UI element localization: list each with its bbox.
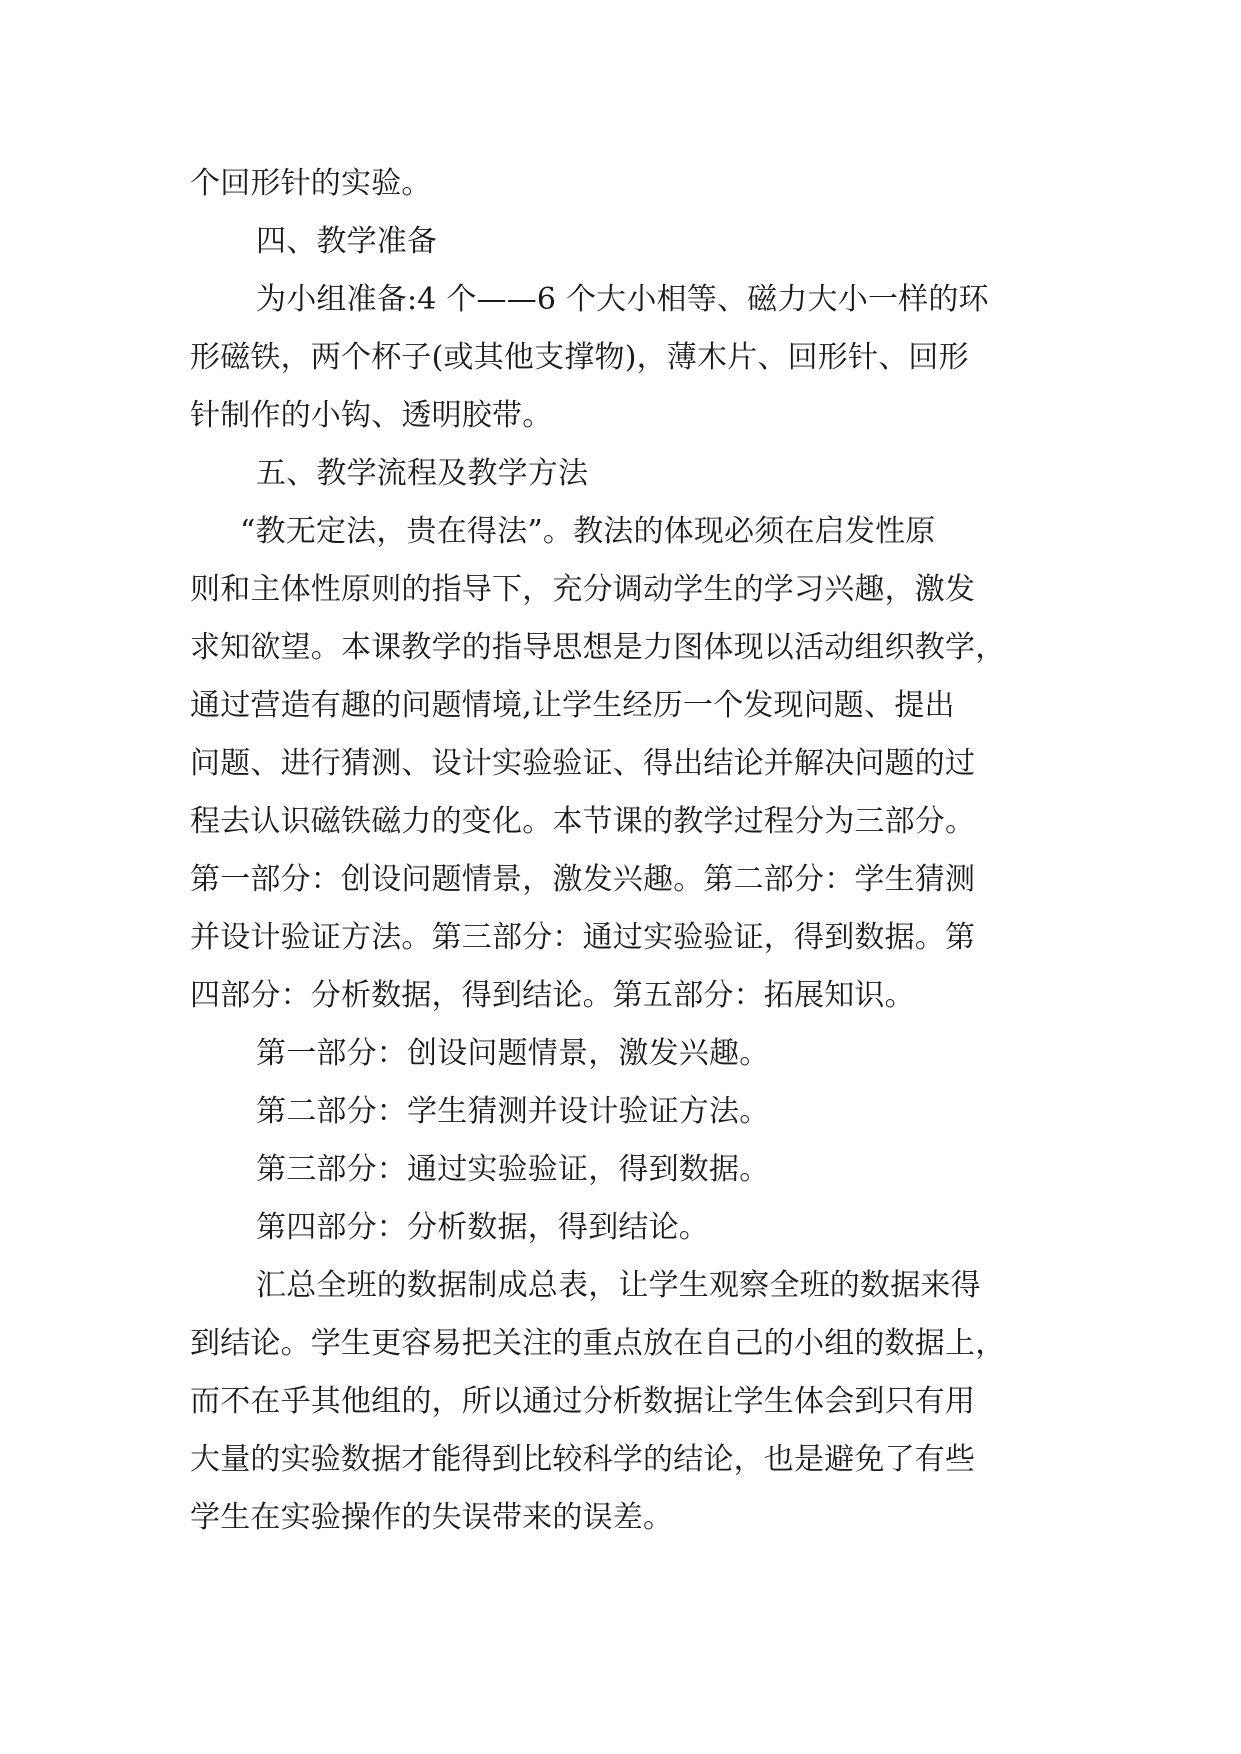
text-line: 而不在乎其他组的，所以通过分析数据让学生体会到只有用 — [190, 1384, 976, 1419]
text-line: 四部分：分析数据，得到结论。第五部分：拓展知识。 — [190, 978, 915, 1013]
text-line: 则和主体性原则的指导下，充分调动学生的学习兴趣，激发 — [190, 572, 976, 607]
text-line: 到结论。学生更容易把关注的重点放在自己的小组的数据上， — [190, 1326, 1006, 1361]
text-line: 问题、进行猜测、设计实验验证、得出结论并解决问题的过 — [190, 746, 976, 781]
text-line: 并设计验证方法。第三部分：通过实验验证，得到数据。第 — [190, 920, 976, 955]
text-line: 学生在实验操作的失误带来的误差。 — [190, 1500, 674, 1535]
text-line: 汇总全班的数据制成总表，让学生观察全班的数据来得 — [256, 1268, 981, 1303]
text-line: 通过营造有趣的问题情境,让学生经历一个发现问题、提出 — [190, 688, 955, 723]
subsection-heading: 第二部分：学生猜测并设计验证方法。 — [256, 1094, 770, 1129]
text-line: “教无定法，贵在得法”。教法的体现必须在启发性原 — [240, 514, 936, 549]
text-line: 程去认识磁铁磁力的变化。本节课的教学过程分为三部分。 — [190, 804, 976, 839]
text-line: 个回形针的实验。 — [190, 166, 432, 201]
subsection-heading: 第一部分：创设问题情景，激发兴趣。 — [256, 1036, 770, 1071]
text-line: 求知欲望。本课教学的指导思想是力图体现以活动组织教学， — [190, 630, 1006, 665]
section-heading: 四、教学准备 — [256, 224, 438, 259]
subsection-heading: 第三部分：通过实验验证，得到数据。 — [256, 1152, 770, 1187]
text-line: 形磁铁，两个杯子(或其他支撑物)，薄木片、回形针、回形 — [190, 340, 969, 375]
section-heading: 五、教学流程及教学方法 — [256, 456, 589, 491]
text-line: 第一部分：创设问题情景，激发兴趣。第二部分：学生猜测 — [190, 862, 976, 897]
text-line: 为小组准备:4 个——6 个大小相等、磁力大小一样的环 — [256, 282, 989, 317]
text-line: 针制作的小钩、透明胶带。 — [190, 398, 553, 433]
subsection-heading: 第四部分：分析数据，得到结论。 — [256, 1210, 709, 1245]
text-line: 大量的实验数据才能得到比较科学的结论，也是避免了有些 — [190, 1442, 976, 1477]
